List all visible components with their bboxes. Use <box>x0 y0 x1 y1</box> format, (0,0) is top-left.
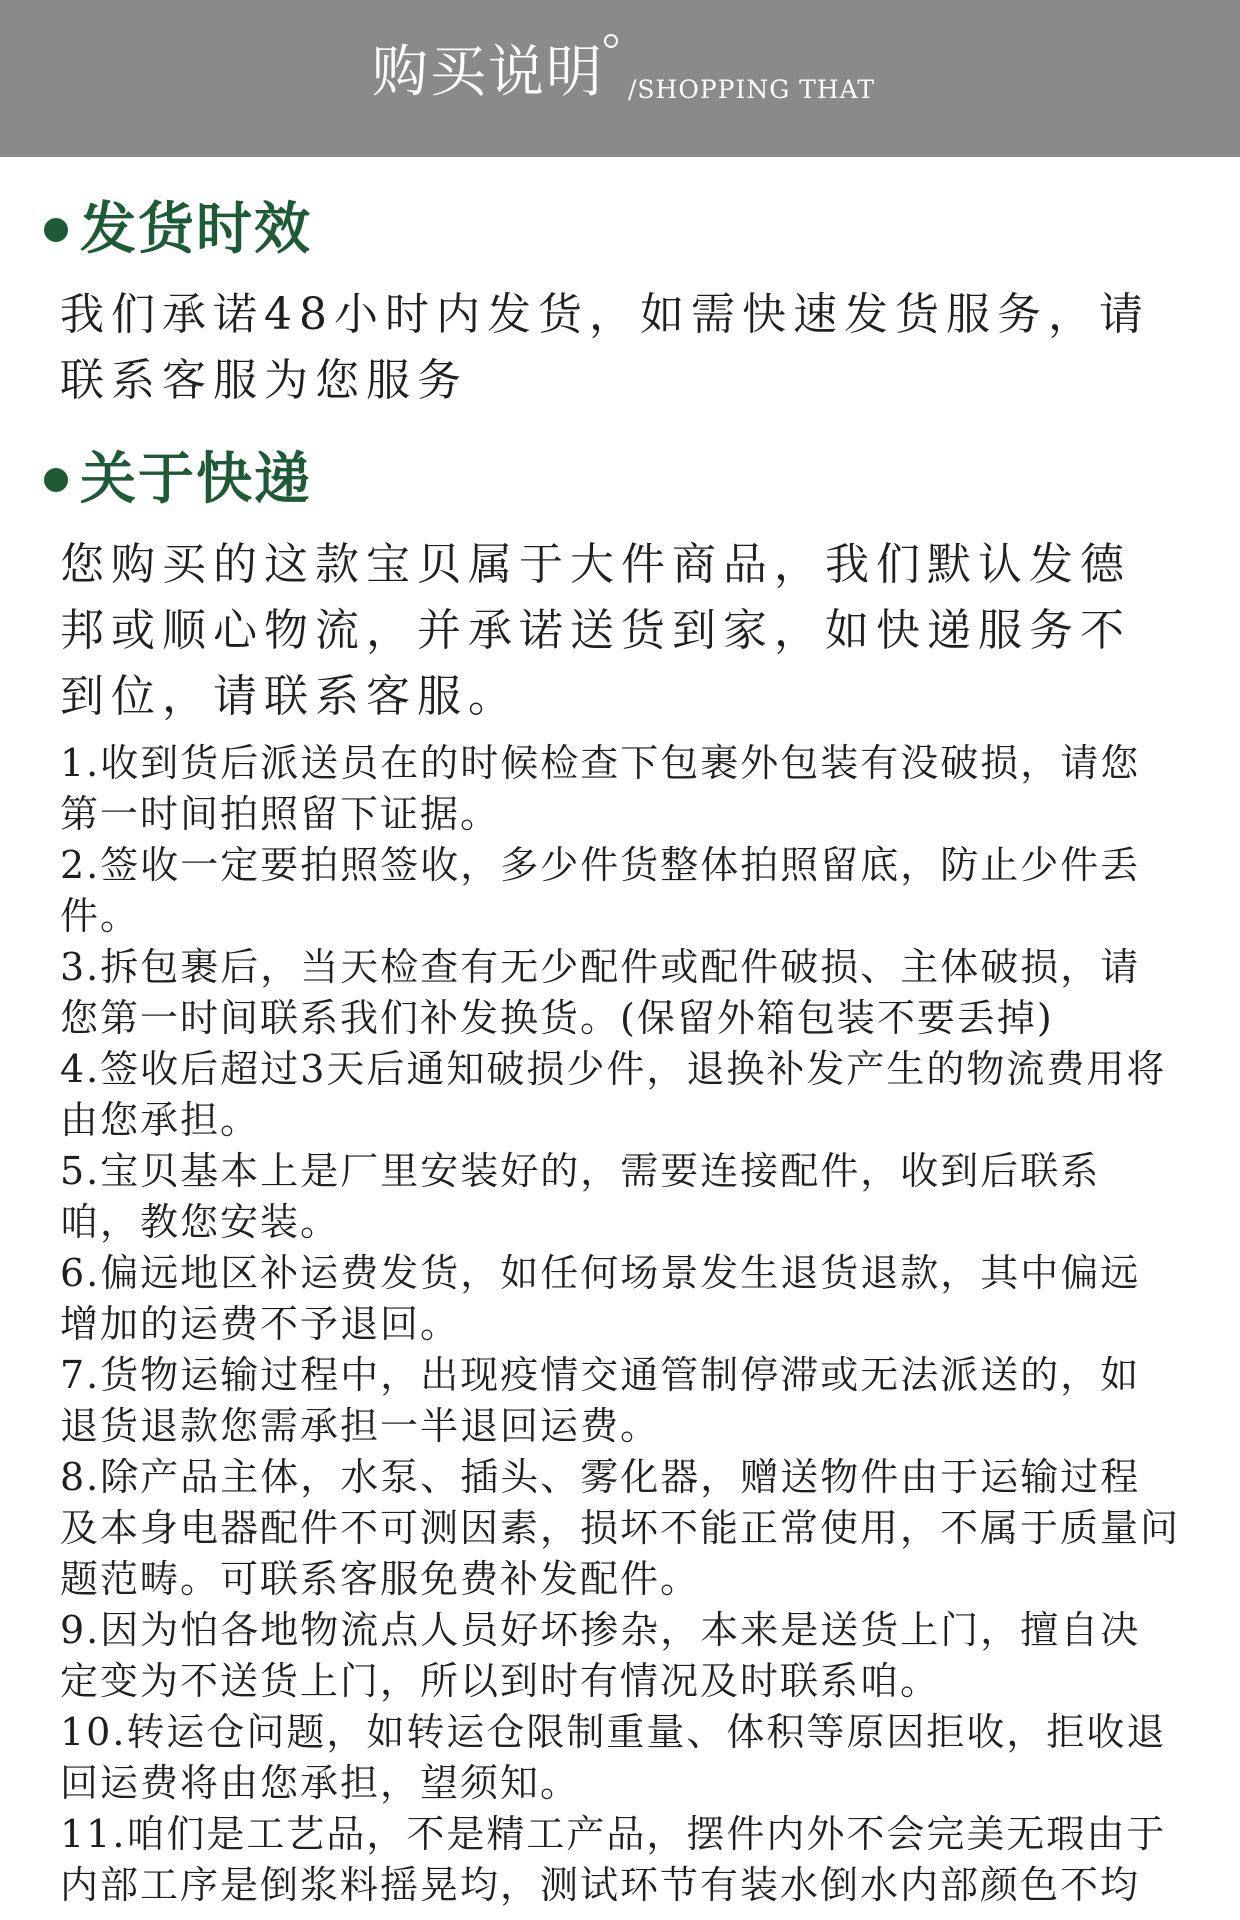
bullet-dot-icon <box>44 218 68 242</box>
section-heading-courier <box>44 445 312 515</box>
list-item: 7.货物运输过程中，出现疫情交通管制停滞或无法派送的，如退货退款您需承担一半退回运费。 <box>60 1353 1141 1448</box>
list-item: 3.拆包裹后，当天检查有无少配件或配件破损、主体破损，请您第一时间联系我们补发换货。(保留外箱包装不要丢掉) <box>60 945 1141 1040</box>
list-item: 11.咱们是工艺品，不是精工产品，摆件内外不会完美无瑕由于内部工序是倒浆料摇晃均，测试环节有装水倒水内部颜色不均 <box>60 1812 1167 1907</box>
section-title: 关于快递 <box>80 447 312 512</box>
list-item: 2.签收一定要拍照签收，多少件货整体拍照留底，防止少件丢件。 <box>60 843 1141 938</box>
list-item: 4.签收后超过3天后通知破损少件，退换补发产生的物流费用将由您承担。 <box>60 1047 1167 1142</box>
list-item: 8.除产品主体，水泵、插头、雾化器，赠送物件由于运输过程及本身电器配件不可测因素，损坏不能正常使用，不属于质量问题范畴。可联系客服免费补发配件。 <box>60 1455 1181 1601</box>
section-text-shipping: 我们承诺48小时内发货，如需快速发货服务，请联系客服为您服务 <box>60 289 1150 406</box>
section-text-courier: 您购买的这款宝贝属于大件商品，我们默认发德邦或顺心物流，并承诺送货到家，如快递服务不到位，请联系客服。 <box>60 539 1131 722</box>
page-title: 购买说明 <box>372 40 604 105</box>
page-subtitle: /SHOPPING THAT <box>628 75 875 104</box>
header-banner <box>0 0 1240 157</box>
list-item: 5.宝贝基本上是厂里安装好的，需要连接配件，收到后联系咱，教您安装。 <box>60 1149 1101 1244</box>
list-item: 10.转运仓问题，如转运仓限制重量、体积等原因拒收，拒收退回运费将由您承担，望须知。 <box>60 1710 1167 1805</box>
bullet-dot-icon <box>44 468 68 492</box>
rules-list <box>60 738 1180 1911</box>
section-heading-shipping <box>44 195 312 265</box>
degree-circle-icon <box>604 34 618 48</box>
list-item: 1.收到货后派送员在的时候检查下包裹外包装有没破损，请您第一时间拍照留下证据。 <box>60 741 1141 836</box>
list-item: 9.因为怕各地物流点人员好坏掺杂，本来是送货上门，擅自决定变为不送货上门，所以到时有情况及时联系咱。 <box>60 1608 1141 1703</box>
list-item: 6.偏远地区补运费发货，如任何场景发生退货退款，其中偏远增加的运费不予退回。 <box>60 1251 1141 1346</box>
section-title: 发货时效 <box>80 197 312 262</box>
